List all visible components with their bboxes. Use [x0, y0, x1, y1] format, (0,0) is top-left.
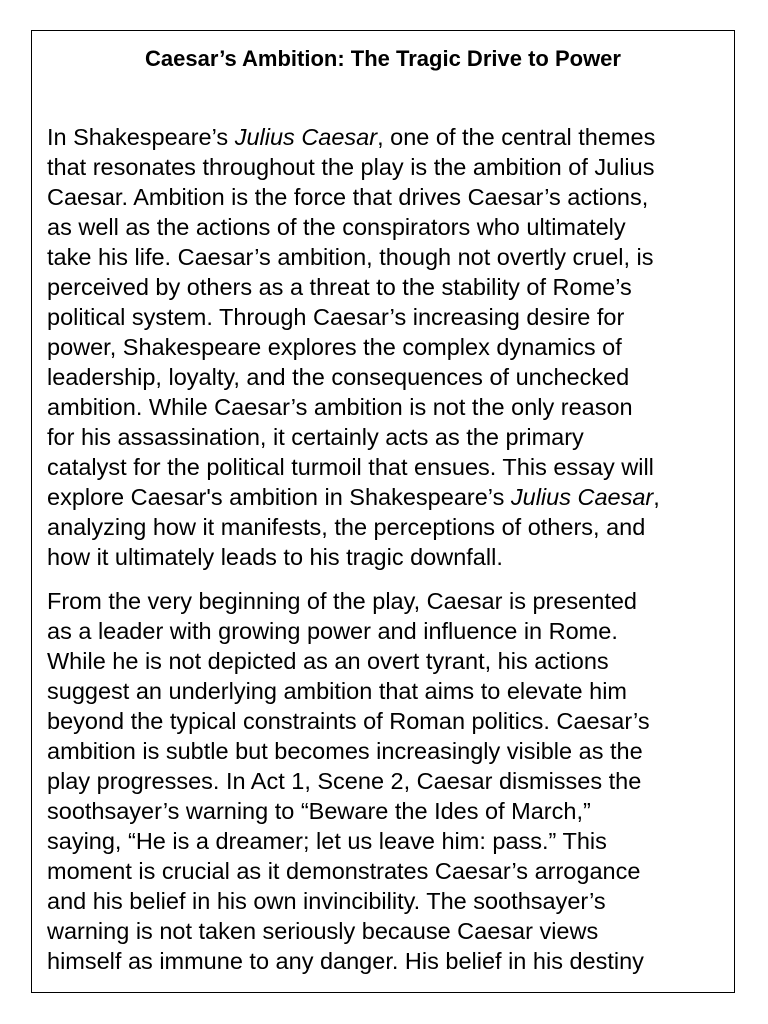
- paragraph-intro: [47, 122, 727, 572]
- text-line: power, Shakespeare explores the complex dynamics of: [47, 334, 622, 360]
- play-title-italic: Julius Caesar: [510, 484, 654, 510]
- text-run: explore Caesar's ambition in Shakespeare’s: [47, 484, 511, 510]
- text-line: leadership, loyalty, and the consequences of unchecked: [47, 364, 630, 390]
- text-line: beyond the typical constraints of Roman politics. Caesar’s: [47, 708, 650, 734]
- text-line: catalyst for the political turmoil that ensues. This essay will: [47, 454, 654, 480]
- text-line: perceived by others as a threat to the stability of Rome’s: [47, 274, 632, 300]
- text-line: moment is crucial as it demonstrates Caesar’s arrogance: [47, 858, 641, 884]
- text-line: While he is not depicted as an overt tyrant, his actions: [47, 648, 609, 674]
- text-line: play progresses. In Act 1, Scene 2, Caesar dismisses the: [47, 768, 642, 794]
- text-line: suggest an underlying ambition that aims to elevate him: [47, 678, 627, 704]
- text-line: [47, 122, 727, 152]
- text-line: soothsayer’s warning to “Beware the Ides of March,”: [47, 798, 591, 824]
- document-page: [31, 30, 735, 993]
- text-line: and his belief in his own invincibility. The soothsayer’s: [47, 888, 606, 914]
- text-run: ,: [653, 484, 660, 510]
- text-line: From the very beginning of the play, Caesar is presented: [47, 588, 637, 614]
- text-run: In Shakespeare’s: [47, 124, 235, 150]
- text-line: [47, 482, 727, 512]
- text-line: saying, “He is a dreamer; let us leave him: pass.” This: [47, 828, 607, 854]
- text-line: as well as the actions of the conspirators who ultimately: [47, 214, 626, 240]
- play-title-italic: Julius Caesar: [234, 124, 378, 150]
- text-line: as a leader with growing power and influence in Rome.: [47, 618, 618, 644]
- text-line: take his life. Caesar’s ambition, though not overtly cruel, is: [47, 244, 654, 270]
- text-line: for his assassination, it certainly acts as the primary: [47, 424, 584, 450]
- text-line: that resonates throughout the play is the ambition of Julius: [47, 154, 655, 180]
- text-line: analyzing how it manifests, the perceptions of others, and: [47, 514, 646, 540]
- document-title: Caesar’s Ambition: The Tragic Drive to Power: [145, 46, 621, 71]
- text-line: himself as immune to any danger. His belief in his destiny: [47, 948, 644, 974]
- text-line: ambition. While Caesar’s ambition is not the only reason: [47, 394, 633, 420]
- text-line: ambition is subtle but becomes increasingly visible as the: [47, 738, 643, 764]
- text-line: how it ultimately leads to his tragic downfall.: [47, 544, 503, 570]
- text-line: political system. Through Caesar’s increasing desire for: [47, 304, 625, 330]
- paragraph-body: [47, 586, 727, 976]
- text-line: warning is not taken seriously because Caesar views: [47, 918, 599, 944]
- text-line: Caesar. Ambition is the force that drives Caesar’s actions,: [47, 184, 649, 210]
- text-run: , one of the central themes: [377, 124, 656, 150]
